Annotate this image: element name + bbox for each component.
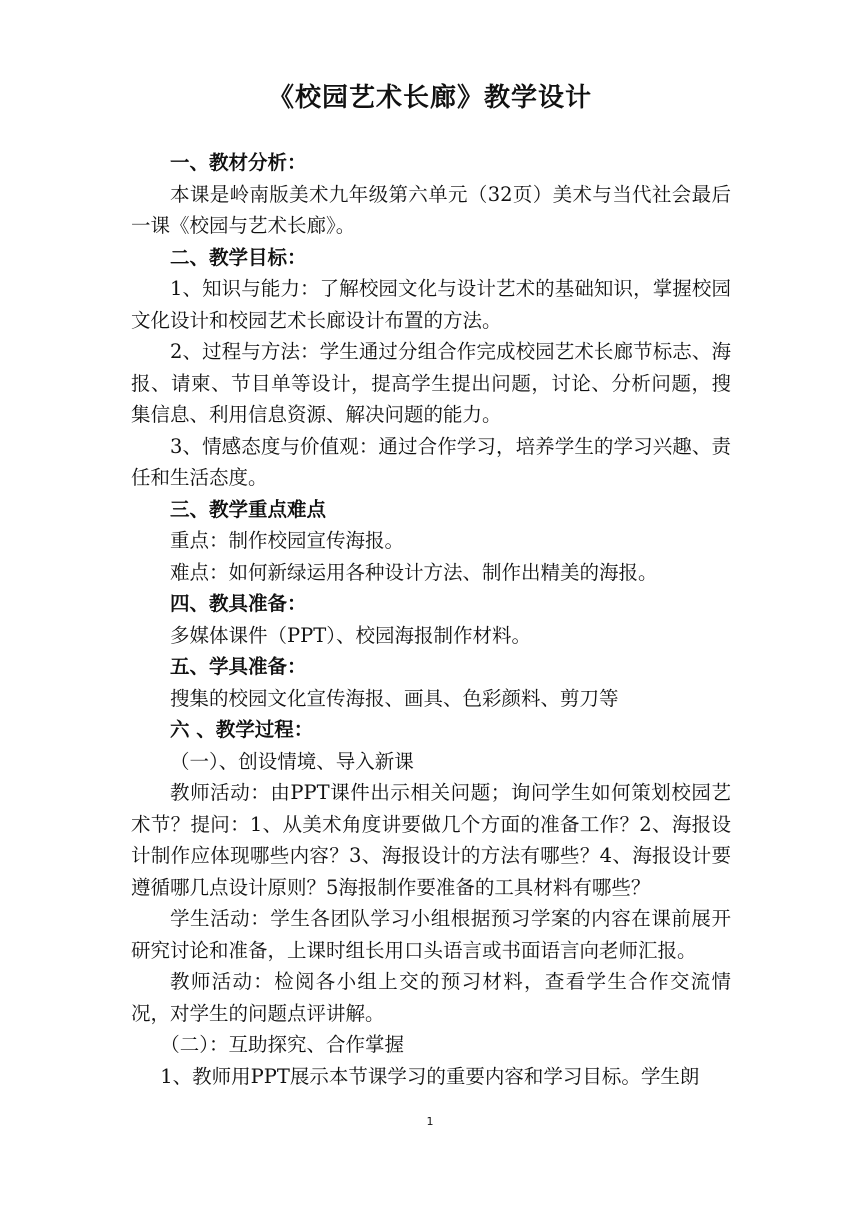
section-heading-student-materials: 五、学具准备： <box>170 655 307 678</box>
paragraph-student-materials: 搜集的校园文化宣传海报、画具、色彩颜料、剪刀等 <box>170 686 619 710</box>
section-heading-teaching-process: 六 、教学过程： <box>170 718 314 741</box>
paragraph-goal-attitude: 3、情感态度与价值观：通过合作学习，培养学生的学习兴趣、责任和生活态度。 <box>131 434 731 489</box>
paragraph-teacher-activity-1: 教师活动：由PPT课件出示相关问题；询问学生如何策划校园艺术节？提问：1、从美术角度讲要做几个方面的准备工作？2、海报设计制作应体现哪些内容？3、海报设计的方法有哪些？4、海报设计要遵循哪几点设计原则？5海报制作要准备的工具材料有哪些？ <box>131 781 731 899</box>
document-title: 《校园艺术长廊》教学设计 <box>267 83 592 113</box>
paragraph-step-1: 1、教师用PPT展示本节课学习的重要内容和学习目标。学生朗 <box>160 1064 700 1088</box>
paragraph-goal-knowledge: 1、知识与能力：了解校园文化与设计艺术的基础知识，掌握校园文化设计和校园艺术长廊设计布置的方法。 <box>131 277 731 332</box>
paragraph-material-analysis: 本课是岭南版美术九年级第六单元（32页）美术与当代社会最后一课《校园与艺术长廊》。 <box>131 182 731 237</box>
subheading-cooperative-inquiry: （二）：互助探究、合作掌握 <box>160 1033 405 1056</box>
paragraph-goal-process: 2、过程与方法：学生通过分组合作完成校园艺术长廊节标志、海报、请柬、节目单等设计，提高学生提出问题，讨论、分析问题，搜集信息、利用信息资源、解决问题的能力。 <box>131 340 731 426</box>
section-heading-material-analysis: 一、教材分析： <box>170 151 307 174</box>
page-number: 1 <box>426 1115 434 1128</box>
paragraph-teaching-aids: 多媒体课件（PPT）、校园海报制作材料。 <box>170 623 531 647</box>
section-heading-key-points: 三、教学重点难点 <box>170 497 327 521</box>
subheading-create-situation: （一）、创设情境、导入新课 <box>170 749 414 773</box>
document-body <box>131 147 731 1092</box>
paragraph-difficult-point: 难点：如何新绿运用各种设计方法、制作出精美的海报。 <box>170 560 658 584</box>
section-heading-teaching-aids: 四、教具准备： <box>170 592 307 615</box>
paragraph-teacher-activity-2: 教师活动：检阅各小组上交的预习材料，查看学生合作交流情况，对学生的问题点评讲解。 <box>131 970 731 1025</box>
paragraph-student-activity: 学生活动：学生各团队学习小组根据预习学案的内容在课前展开研究讨论和准备，上课时组长用口头语言或书面语言向老师汇报。 <box>131 907 731 962</box>
paragraph-key-point: 重点：制作校园宣传海报。 <box>170 529 405 552</box>
section-heading-teaching-goals: 二、教学目标： <box>170 245 307 269</box>
